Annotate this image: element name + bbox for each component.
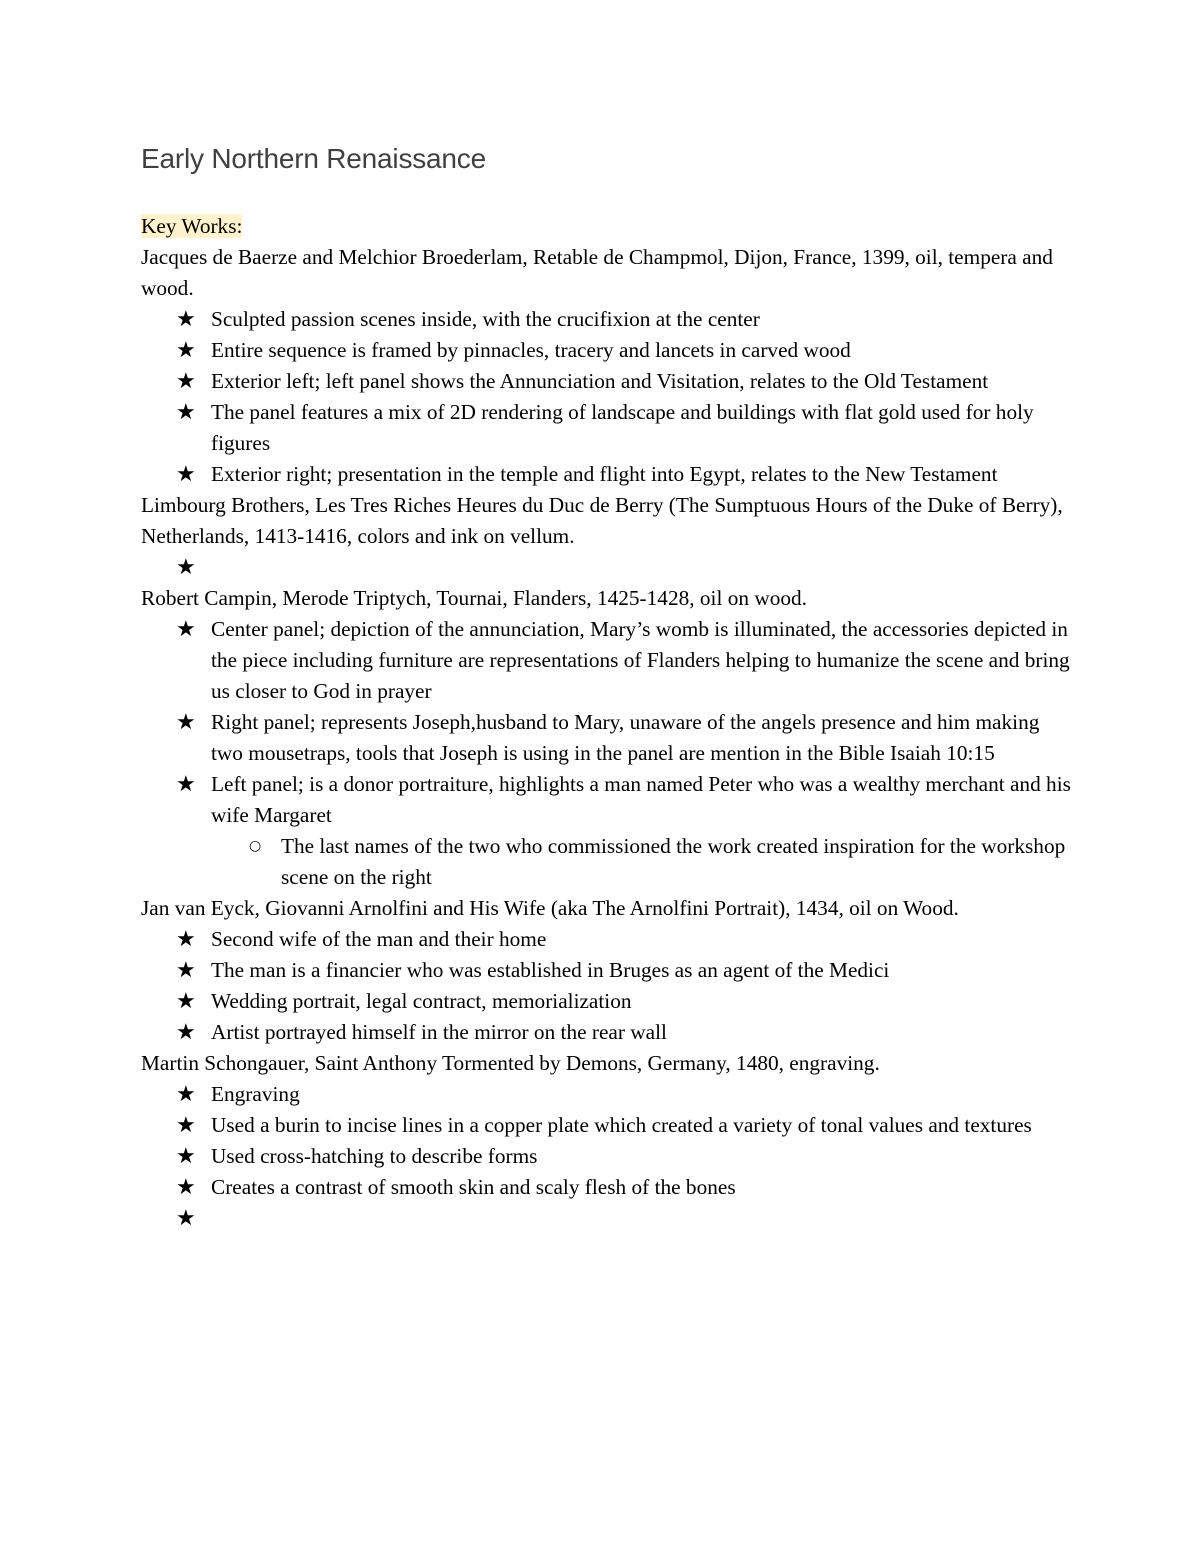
star-bullet-icon: ★	[176, 555, 196, 580]
star-bullet-icon: ★	[176, 772, 196, 797]
star-bullet-icon: ★	[176, 1144, 196, 1169]
star-bullet-icon: ★	[176, 1175, 196, 1200]
note-item	[141, 397, 1071, 459]
note-text: Center panel; depiction of the annunciation, Mary’s womb is illuminated, the accessories depicted in the piece including furniture are representations of Flanders helping to humanize the scene and bring us closer to God in prayer	[211, 617, 1070, 703]
page-title: Early Northern Renaissance	[141, 143, 486, 174]
note-item	[141, 955, 1071, 986]
sub-note-item	[211, 831, 1071, 893]
star-bullet-icon: ★	[176, 462, 196, 487]
document-page	[141, 138, 1071, 1234]
star-bullet-icon: ★	[176, 989, 196, 1014]
circle-bullet-icon: ○	[249, 838, 262, 854]
work-citation: Martin Schongauer, Saint Anthony Tormented by Demons, Germany, 1480, engraving.	[141, 1051, 880, 1075]
note-item	[141, 366, 1071, 397]
work-citation: Jacques de Baerze and Melchior Broederlam, Retable de Champmol, Dijon, France, 1399, oil, tempera and wood.	[141, 245, 1053, 300]
note-text: Entire sequence is framed by pinnacles, tracery and lancets in carved wood	[211, 338, 851, 362]
work-citation: Robert Campin, Merode Triptych, Tournai, Flanders, 1425-1428, oil on wood.	[141, 586, 807, 610]
star-bullet-icon: ★	[176, 400, 196, 425]
star-bullet-icon: ★	[176, 1113, 196, 1138]
notes-list	[141, 552, 1071, 583]
note-text: Used cross-hatching to describe forms	[211, 1144, 538, 1168]
note-item	[141, 1079, 1071, 1110]
note-item	[141, 1203, 1071, 1234]
note-item	[141, 924, 1071, 955]
star-bullet-icon: ★	[176, 1206, 196, 1231]
note-item	[141, 614, 1071, 707]
star-bullet-icon: ★	[176, 927, 196, 952]
work-citation: Jan van Eyck, Giovanni Arnolfini and His Wife (aka The Arnolfini Portrait), 1434, oil on Wood.	[141, 896, 959, 920]
note-item	[141, 769, 1071, 893]
star-bullet-icon: ★	[176, 369, 196, 394]
star-bullet-icon: ★	[176, 958, 196, 983]
note-text: Used a burin to incise lines in a copper plate which created a variety of tonal values and textures	[211, 1113, 1032, 1137]
sub-notes-list	[211, 831, 1071, 893]
note-item	[141, 335, 1071, 366]
note-text: Wedding portrait, legal contract, memorialization	[211, 989, 632, 1013]
work-citation: Limbourg Brothers, Les Tres Riches Heures du Duc de Berry (The Sumptuous Hours of the Duke of Berry), Netherlands, 1413-1416, colors and ink on vellum.	[141, 493, 1063, 548]
note-item	[141, 707, 1071, 769]
note-item	[141, 986, 1071, 1017]
note-text: Creates a contrast of smooth skin and scaly flesh of the bones	[211, 1175, 736, 1199]
notes-list	[141, 1079, 1071, 1234]
star-bullet-icon: ★	[176, 617, 196, 642]
note-item	[141, 1017, 1071, 1048]
star-bullet-icon: ★	[176, 338, 196, 363]
note-item	[141, 1141, 1071, 1172]
key-works-heading	[141, 211, 1071, 242]
star-bullet-icon: ★	[176, 307, 196, 332]
works-list	[141, 242, 1071, 1234]
note-item	[141, 459, 1071, 490]
star-bullet-icon: ★	[176, 1082, 196, 1107]
note-text: Sculpted passion scenes inside, with the crucifixion at the center	[211, 307, 760, 331]
star-bullet-icon: ★	[176, 1020, 196, 1045]
note-text: The panel features a mix of 2D rendering of landscape and buildings with flat gold used for holy figures	[211, 400, 1034, 455]
note-text: Exterior right; presentation in the temple and flight into Egypt, relates to the New Testament	[211, 462, 998, 486]
note-item	[141, 1172, 1071, 1203]
note-item	[141, 304, 1071, 335]
note-text: Artist portrayed himself in the mirror on the rear wall	[211, 1020, 667, 1044]
note-text: Second wife of the man and their home	[211, 927, 547, 951]
note-item	[141, 1110, 1071, 1141]
note-item	[141, 552, 1071, 583]
note-text: Left panel; is a donor portraiture, highlights a man named Peter who was a wealthy merchant and his wife Margaret	[211, 772, 1071, 827]
star-bullet-icon: ★	[176, 710, 196, 735]
note-text: Right panel; represents Joseph,husband to Mary, unaware of the angels presence and him making two mousetraps, tools that Joseph is using in the panel are mention in the Bible Isaiah 10:15	[211, 710, 1040, 765]
note-text: The man is a financier who was established in Bruges as an agent of the Medici	[211, 958, 890, 982]
note-text: Exterior left; left panel shows the Annunciation and Visitation, relates to the Old Testament	[211, 369, 989, 393]
notes-list	[141, 924, 1071, 1048]
key-works-label: Key Works:	[141, 214, 243, 238]
sub-note-text: The last names of the two who commissioned the work created inspiration for the workshop scene on the right	[281, 834, 1066, 889]
note-text: Engraving	[211, 1082, 300, 1106]
notes-list	[141, 614, 1071, 893]
notes-list	[141, 304, 1071, 490]
